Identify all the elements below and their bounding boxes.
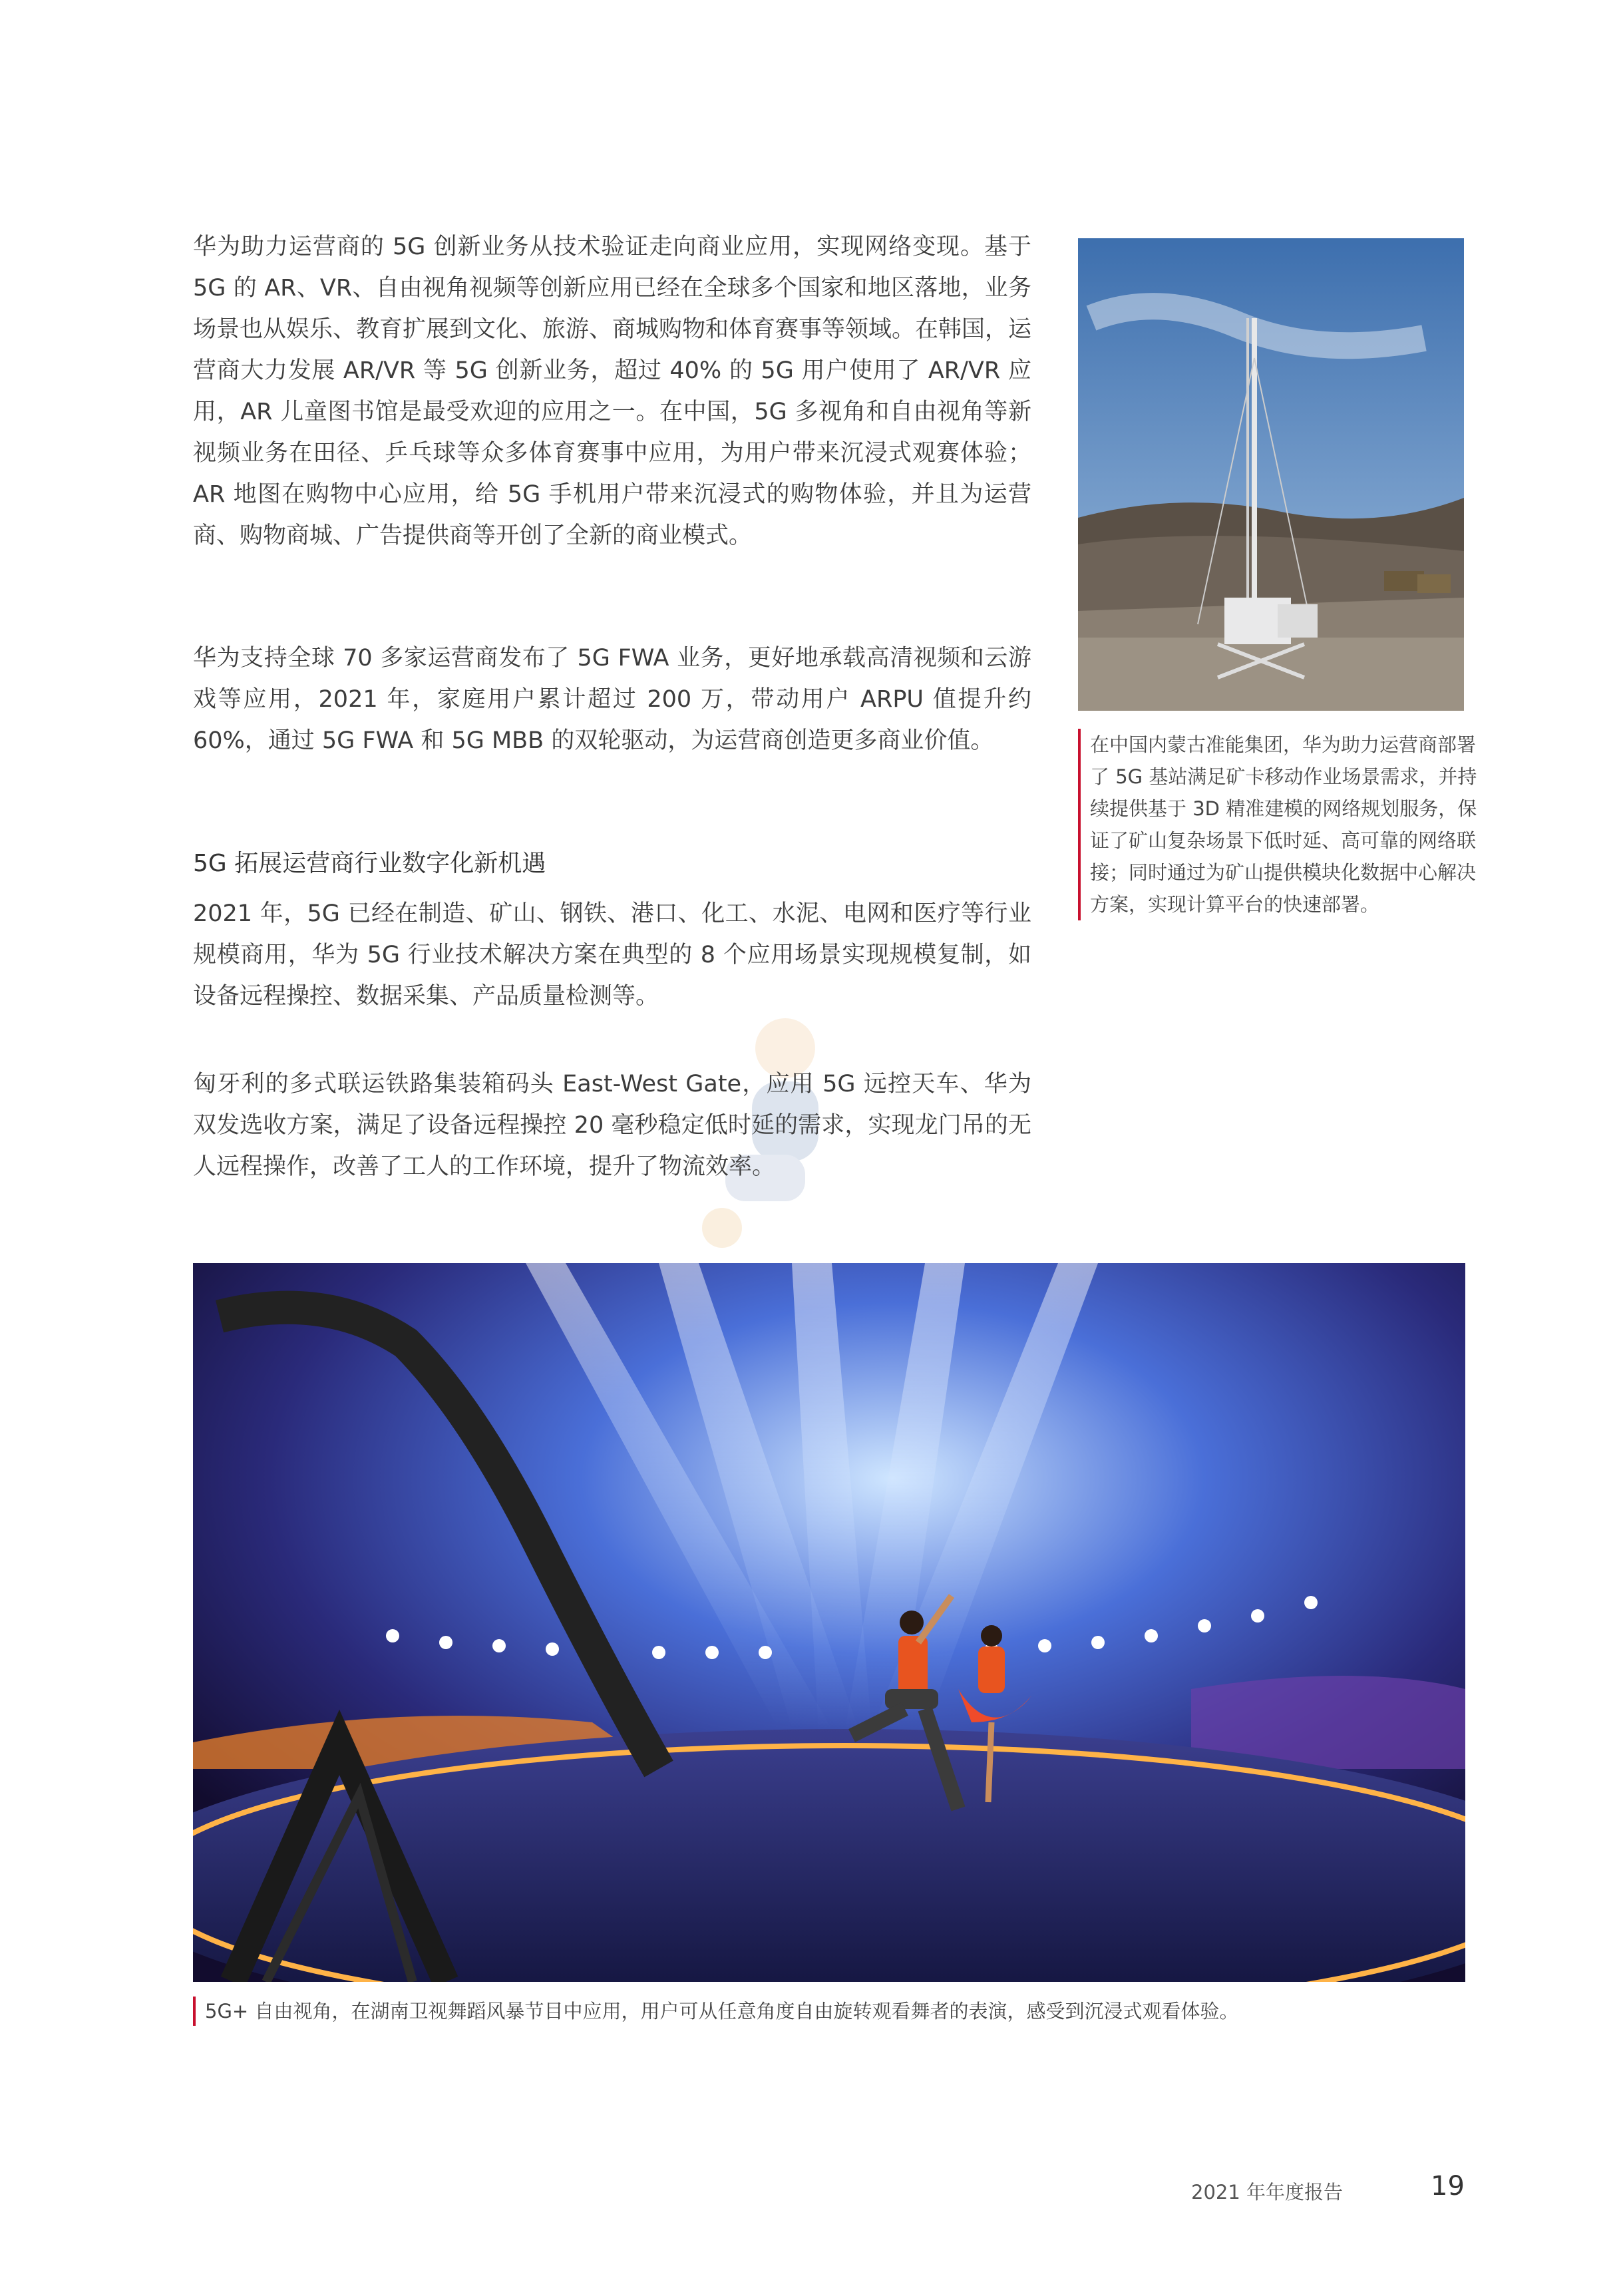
paragraph-5g-fwa: 华为支持全球 70 多家运营商发布了 5G FWA 业务，更好地承载高清视频和云游戏等应用，2021 年，家庭用户累计超过 200 万，带动用户 ARPU 值提升约 60%，通过 5G FWA 和 5G MBB 的双轮驱动，为运营商创造更多商业价值。 [193, 645, 1031, 754]
mine-photo-caption: 在中国内蒙古准能集团，华为助力运营商部署了 5G 基站满足矿卡移动作业场景需求，并持续提供基于 3D 精准建模的网络规划服务，保证了矿山复杂场景下低时延、高可靠的网络联接；同时通过为矿山提供模块化数据中心解决方案，实现计算平台的快速部署。 [1078, 729, 1479, 920]
section-heading: 5G 拓展运营商行业数字化新机遇 [193, 850, 546, 877]
paragraph-industry-5g: 2021 年，5G 已经在制造、矿山、钢铁、港口、化工、水泥、电网和医疗等行业规模商用，华为 5G 行业技术解决方案在典型的 8 个应用场景实现规模复制，如设备远程操控、数据采集、产品质量检测等。 [193, 900, 1031, 1010]
footer-report-title: 2021 年年度报告 [1191, 2181, 1344, 2203]
paragraph-east-west-gate: 匈牙利的多式联运铁路集装箱码头 East-West Gate，应用 5G 远控天车、华为双发选收方案，满足了设备远程操控 20 毫秒稳定低时延的需求，实现龙门吊的无人远程操作，改善了工人的工作环境，提升了物流效率。 [193, 1071, 1031, 1180]
page-number: 19 [1431, 2171, 1465, 2201]
mine-5g-base-station-photo [1078, 238, 1464, 711]
paragraph-5g-innovation: 华为助力运营商的 5G 创新业务从技术验证走向商业应用，实现网络变现。基于 5G 的 AR、VR、自由视角视频等创新应用已经在全球多个国家和地区落地，业务场景也从娱乐、教育扩展到文化、旅游、商城购物和体育赛事等领域。在韩国，运营商大力发展 AR/VR 等 5G 创新业务，超过 40% 的 5G 用户使用了 AR/VR 应用，AR 儿童图书馆是最受欢迎的应用之一。在中国，5G 多视角和自由视角等新视频业务在田径、乒乓球等众多体育赛事中应用，为用户带来沉浸式观赛体验；AR 地图在购物中心应用，给 5G 手机用户带来沉浸式的购物体验，并且为运营商、购物商城、广告提供商等开创了全新的商业模式。 [193, 234, 1032, 549]
stage-photo-caption: 5G+ 自由视角，在湖南卫视舞蹈风暴节目中应用，用户可从任意角度自由旋转观看舞者的表演，感受到沉浸式观看体验。 [193, 1997, 1469, 2026]
stage-free-viewpoint-photo [193, 1263, 1465, 1982]
